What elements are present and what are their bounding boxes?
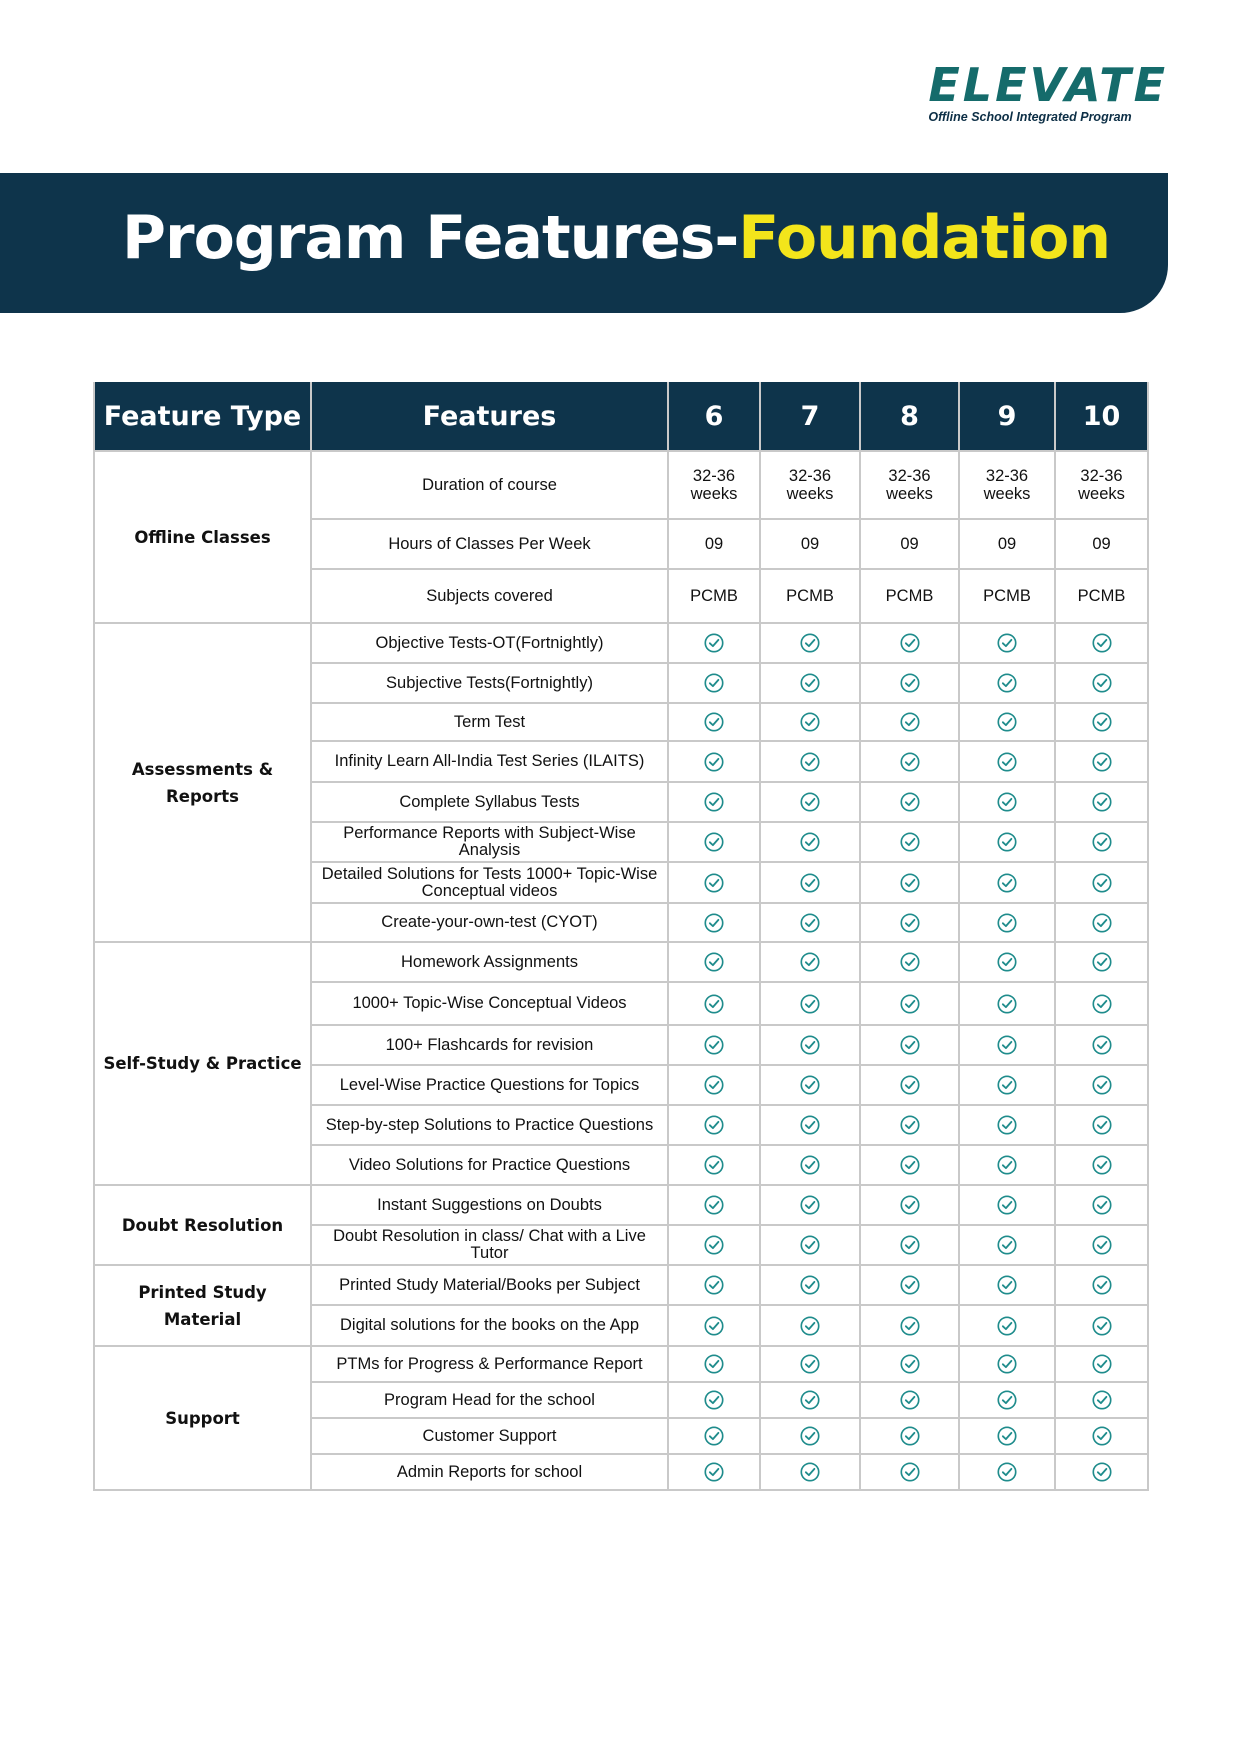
check-cell — [668, 1265, 760, 1305]
check-cell — [1055, 1305, 1148, 1346]
check-icon — [899, 1154, 921, 1176]
check-icon — [1091, 1425, 1113, 1447]
feature-cell: Printed Study Material/Books per Subject — [311, 1265, 668, 1305]
check-cell — [668, 1305, 760, 1346]
header-grade: 8 — [860, 382, 959, 451]
check-icon — [703, 672, 725, 694]
table-row — [94, 1265, 1148, 1305]
check-cell — [959, 1225, 1055, 1265]
check-icon — [899, 872, 921, 894]
check-cell — [959, 663, 1055, 703]
check-cell — [1055, 1454, 1148, 1490]
check-cell — [760, 1185, 860, 1225]
check-icon — [1091, 872, 1113, 894]
check-cell — [668, 1225, 760, 1265]
feature-cell: Instant Suggestions on Doubts — [311, 1185, 668, 1225]
check-cell — [959, 862, 1055, 903]
check-cell — [760, 1105, 860, 1145]
header-grade: 10 — [1055, 382, 1148, 451]
check-cell — [860, 942, 959, 982]
check-cell — [1055, 703, 1148, 741]
check-icon — [996, 872, 1018, 894]
check-cell — [959, 942, 1055, 982]
category-cell: Support — [94, 1346, 311, 1490]
feature-cell: Step-by-step Solutions to Practice Questions — [311, 1105, 668, 1145]
value-cell: 09 — [668, 519, 760, 569]
check-icon — [799, 1353, 821, 1375]
check-cell — [668, 1145, 760, 1185]
table-row — [94, 1185, 1148, 1225]
check-cell — [959, 903, 1055, 942]
check-cell — [1055, 903, 1148, 942]
logo-tagline: Offline School Integrated Program — [928, 110, 1132, 124]
check-icon — [996, 1274, 1018, 1296]
check-icon — [996, 912, 1018, 934]
check-cell — [1055, 1346, 1148, 1382]
check-icon — [996, 1389, 1018, 1411]
check-icon — [1091, 1074, 1113, 1096]
table-row — [94, 451, 1148, 519]
check-icon — [703, 632, 725, 654]
check-icon — [703, 1194, 725, 1216]
value-cell: PCMB — [668, 569, 760, 623]
check-cell — [668, 1025, 760, 1065]
header-grade: 7 — [760, 382, 860, 451]
value-cell: 32-36 weeks — [760, 451, 860, 519]
check-icon — [799, 1194, 821, 1216]
check-cell — [860, 1225, 959, 1265]
check-icon — [799, 1389, 821, 1411]
check-icon — [996, 751, 1018, 773]
check-cell — [959, 782, 1055, 822]
page-title — [122, 203, 1110, 273]
value-cell: 09 — [860, 519, 959, 569]
check-icon — [996, 1154, 1018, 1176]
check-icon — [899, 1194, 921, 1216]
check-cell — [760, 1065, 860, 1105]
category-cell: Doubt Resolution — [94, 1185, 311, 1265]
check-cell — [860, 1382, 959, 1418]
check-cell — [860, 741, 959, 782]
check-icon — [899, 993, 921, 1015]
check-icon — [799, 1234, 821, 1256]
check-icon — [799, 1461, 821, 1483]
check-cell — [1055, 1382, 1148, 1418]
check-cell — [760, 1265, 860, 1305]
check-cell — [668, 1105, 760, 1145]
check-icon — [703, 1425, 725, 1447]
check-icon — [996, 632, 1018, 654]
value-cell: PCMB — [1055, 569, 1148, 623]
check-cell — [860, 1418, 959, 1454]
check-cell — [760, 862, 860, 903]
check-icon — [996, 791, 1018, 813]
check-cell — [1055, 1105, 1148, 1145]
check-cell — [959, 982, 1055, 1025]
check-cell — [668, 982, 760, 1025]
feature-cell: Subjective Tests(Fortnightly) — [311, 663, 668, 703]
logo-brand: ELEVATE — [928, 58, 1168, 112]
check-icon — [703, 912, 725, 934]
check-icon — [899, 1353, 921, 1375]
check-cell — [860, 1145, 959, 1185]
check-cell — [860, 1265, 959, 1305]
check-icon — [899, 951, 921, 973]
check-cell — [860, 1065, 959, 1105]
check-icon — [1091, 993, 1113, 1015]
check-icon — [703, 831, 725, 853]
check-cell — [1055, 1265, 1148, 1305]
check-icon — [996, 1461, 1018, 1483]
check-cell — [1055, 1065, 1148, 1105]
check-cell — [860, 1025, 959, 1065]
feature-cell: Level-Wise Practice Questions for Topics — [311, 1065, 668, 1105]
check-icon — [1091, 711, 1113, 733]
check-cell — [959, 822, 1055, 862]
check-cell — [668, 623, 760, 663]
check-icon — [996, 1114, 1018, 1136]
check-icon — [1091, 1114, 1113, 1136]
check-cell — [860, 1346, 959, 1382]
feature-cell: Subjects covered — [311, 569, 668, 623]
check-icon — [703, 791, 725, 813]
check-cell — [959, 1454, 1055, 1490]
check-cell — [1055, 663, 1148, 703]
check-cell — [668, 822, 760, 862]
check-cell — [959, 741, 1055, 782]
check-icon — [996, 993, 1018, 1015]
feature-cell: Doubt Resolution in class/ Chat with a Live Tutor — [311, 1225, 668, 1265]
check-icon — [996, 831, 1018, 853]
header-features: Features — [311, 382, 668, 451]
check-cell — [760, 1025, 860, 1065]
title-main: Program Features- — [122, 203, 739, 273]
check-icon — [799, 1074, 821, 1096]
check-cell — [959, 1065, 1055, 1105]
check-cell — [1055, 782, 1148, 822]
check-icon — [899, 831, 921, 853]
table-body — [94, 451, 1148, 1490]
check-cell — [760, 982, 860, 1025]
header-feature-type: Feature Type — [94, 382, 311, 451]
check-icon — [1091, 951, 1113, 973]
check-icon — [1091, 632, 1113, 654]
feature-cell: Detailed Solutions for Tests 1000+ Topic-Wise Conceptual videos — [311, 862, 668, 903]
check-icon — [703, 1034, 725, 1056]
check-cell — [668, 1454, 760, 1490]
check-icon — [1091, 1389, 1113, 1411]
table-row — [94, 1346, 1148, 1382]
check-icon — [799, 1114, 821, 1136]
category-cell: Offline Classes — [94, 451, 311, 623]
check-icon — [703, 711, 725, 733]
check-cell — [668, 703, 760, 741]
features-table — [93, 382, 1149, 1491]
check-icon — [703, 1114, 725, 1136]
check-icon — [996, 711, 1018, 733]
check-icon — [703, 993, 725, 1015]
check-cell — [668, 1418, 760, 1454]
check-cell — [760, 1382, 860, 1418]
check-icon — [899, 1389, 921, 1411]
check-icon — [1091, 1315, 1113, 1337]
check-icon — [996, 1234, 1018, 1256]
feature-cell: 100+ Flashcards for revision — [311, 1025, 668, 1065]
check-icon — [799, 672, 821, 694]
check-cell — [668, 903, 760, 942]
check-cell — [760, 903, 860, 942]
title-banner — [0, 173, 1168, 313]
check-icon — [1091, 1034, 1113, 1056]
check-cell — [1055, 741, 1148, 782]
check-icon — [1091, 1234, 1113, 1256]
check-icon — [1091, 1274, 1113, 1296]
check-cell — [760, 942, 860, 982]
check-icon — [899, 751, 921, 773]
check-icon — [1091, 791, 1113, 813]
check-icon — [899, 1114, 921, 1136]
value-cell: 32-36 weeks — [668, 451, 760, 519]
check-cell — [668, 1382, 760, 1418]
check-cell — [860, 1185, 959, 1225]
check-cell — [860, 903, 959, 942]
check-icon — [1091, 672, 1113, 694]
check-icon — [703, 1234, 725, 1256]
check-icon — [703, 1353, 725, 1375]
check-icon — [799, 1154, 821, 1176]
check-cell — [1055, 862, 1148, 903]
check-icon — [1091, 1461, 1113, 1483]
check-icon — [703, 1074, 725, 1096]
check-icon — [1091, 1194, 1113, 1216]
check-icon — [703, 1315, 725, 1337]
check-cell — [959, 623, 1055, 663]
check-cell — [1055, 1025, 1148, 1065]
check-icon — [703, 751, 725, 773]
check-cell — [860, 862, 959, 903]
check-cell — [668, 782, 760, 822]
title-highlight: Foundation — [738, 203, 1111, 273]
check-cell — [959, 1418, 1055, 1454]
check-icon — [1091, 912, 1113, 934]
check-icon — [899, 672, 921, 694]
check-icon — [703, 1274, 725, 1296]
check-cell — [860, 1305, 959, 1346]
check-icon — [996, 1074, 1018, 1096]
check-cell — [1055, 1418, 1148, 1454]
check-cell — [1055, 1225, 1148, 1265]
check-icon — [799, 711, 821, 733]
check-cell — [668, 1346, 760, 1382]
check-cell — [959, 703, 1055, 741]
check-cell — [860, 782, 959, 822]
check-cell — [959, 1145, 1055, 1185]
value-cell: PCMB — [959, 569, 1055, 623]
check-cell — [959, 1265, 1055, 1305]
value-cell: 09 — [760, 519, 860, 569]
check-icon — [799, 951, 821, 973]
check-icon — [703, 872, 725, 894]
feature-cell: Duration of course — [311, 451, 668, 519]
check-icon — [899, 1034, 921, 1056]
check-icon — [996, 1425, 1018, 1447]
value-cell: 09 — [1055, 519, 1148, 569]
elevate-logo — [928, 58, 1168, 124]
check-cell — [959, 1382, 1055, 1418]
check-cell — [668, 862, 760, 903]
feature-cell: PTMs for Progress & Performance Report — [311, 1346, 668, 1382]
check-cell — [860, 822, 959, 862]
feature-cell: Term Test — [311, 703, 668, 741]
check-cell — [760, 782, 860, 822]
value-cell: 32-36 weeks — [1055, 451, 1148, 519]
check-icon — [996, 951, 1018, 973]
feature-cell: Homework Assignments — [311, 942, 668, 982]
check-cell — [860, 663, 959, 703]
check-icon — [899, 1425, 921, 1447]
feature-cell: Objective Tests-OT(Fortnightly) — [311, 623, 668, 663]
check-cell — [668, 1185, 760, 1225]
check-cell — [860, 1105, 959, 1145]
check-icon — [703, 1389, 725, 1411]
check-cell — [959, 1346, 1055, 1382]
check-cell — [1055, 1145, 1148, 1185]
feature-cell: Infinity Learn All-India Test Series (ILAITS) — [311, 741, 668, 782]
check-cell — [860, 703, 959, 741]
check-icon — [1091, 831, 1113, 853]
feature-cell: Complete Syllabus Tests — [311, 782, 668, 822]
value-cell: 32-36 weeks — [959, 451, 1055, 519]
check-icon — [703, 1461, 725, 1483]
check-icon — [799, 1274, 821, 1296]
check-icon — [996, 1034, 1018, 1056]
value-cell: 32-36 weeks — [860, 451, 959, 519]
check-cell — [760, 1454, 860, 1490]
check-cell — [760, 741, 860, 782]
feature-cell: Admin Reports for school — [311, 1454, 668, 1490]
check-cell — [668, 942, 760, 982]
check-icon — [899, 632, 921, 654]
header-grade: 6 — [668, 382, 760, 451]
check-icon — [1091, 1154, 1113, 1176]
check-cell — [959, 1305, 1055, 1346]
check-cell — [760, 822, 860, 862]
category-cell: Assessments & Reports — [94, 623, 311, 942]
check-icon — [799, 791, 821, 813]
check-cell — [1055, 623, 1148, 663]
check-icon — [996, 672, 1018, 694]
feature-cell: 1000+ Topic-Wise Conceptual Videos — [311, 982, 668, 1025]
header-row — [94, 382, 1148, 451]
check-icon — [799, 1315, 821, 1337]
value-cell: PCMB — [860, 569, 959, 623]
feature-cell: Hours of Classes Per Week — [311, 519, 668, 569]
check-cell — [1055, 1185, 1148, 1225]
feature-cell: Program Head for the school — [311, 1382, 668, 1418]
check-cell — [760, 1305, 860, 1346]
check-icon — [1091, 1353, 1113, 1375]
check-icon — [703, 1154, 725, 1176]
check-cell — [760, 1145, 860, 1185]
check-icon — [799, 912, 821, 934]
check-cell — [760, 703, 860, 741]
check-cell — [760, 623, 860, 663]
check-icon — [899, 1074, 921, 1096]
table-row — [94, 623, 1148, 663]
check-cell — [668, 741, 760, 782]
check-icon — [899, 791, 921, 813]
check-cell — [1055, 942, 1148, 982]
check-icon — [799, 831, 821, 853]
feature-cell: Customer Support — [311, 1418, 668, 1454]
header-grade: 9 — [959, 382, 1055, 451]
feature-cell: Performance Reports with Subject-Wise Analysis — [311, 822, 668, 862]
check-icon — [899, 1315, 921, 1337]
check-cell — [860, 623, 959, 663]
check-cell — [860, 1454, 959, 1490]
check-icon — [899, 711, 921, 733]
check-icon — [996, 1315, 1018, 1337]
check-icon — [996, 1353, 1018, 1375]
check-cell — [959, 1105, 1055, 1145]
check-icon — [1091, 751, 1113, 773]
check-icon — [799, 1034, 821, 1056]
check-cell — [959, 1185, 1055, 1225]
value-cell: 09 — [959, 519, 1055, 569]
check-cell — [760, 1225, 860, 1265]
table-row — [94, 942, 1148, 982]
check-cell — [1055, 822, 1148, 862]
check-cell — [760, 1418, 860, 1454]
check-icon — [899, 1274, 921, 1296]
category-cell: Printed Study Material — [94, 1265, 311, 1346]
check-cell — [959, 1025, 1055, 1065]
feature-cell: Create-your-own-test (CYOT) — [311, 903, 668, 942]
check-icon — [899, 1461, 921, 1483]
feature-cell: Digital solutions for the books on the App — [311, 1305, 668, 1346]
check-icon — [996, 1194, 1018, 1216]
check-icon — [799, 632, 821, 654]
check-cell — [668, 663, 760, 703]
check-icon — [899, 1234, 921, 1256]
category-cell: Self-Study & Practice — [94, 942, 311, 1185]
check-icon — [799, 993, 821, 1015]
check-cell — [860, 982, 959, 1025]
check-icon — [799, 751, 821, 773]
check-cell — [760, 663, 860, 703]
check-icon — [799, 872, 821, 894]
feature-cell: Video Solutions for Practice Questions — [311, 1145, 668, 1185]
check-cell — [760, 1346, 860, 1382]
check-icon — [899, 912, 921, 934]
check-cell — [1055, 982, 1148, 1025]
value-cell: PCMB — [760, 569, 860, 623]
check-cell — [668, 1065, 760, 1105]
check-icon — [703, 951, 725, 973]
check-icon — [799, 1425, 821, 1447]
